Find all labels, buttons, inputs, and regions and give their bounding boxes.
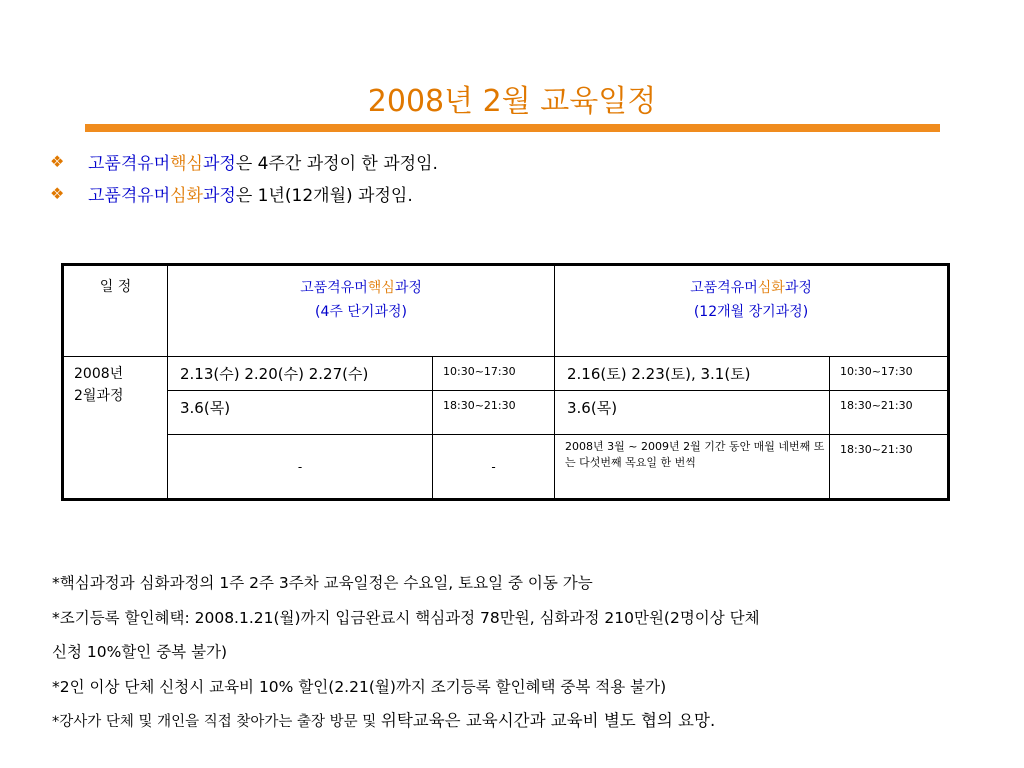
diamond-bullet-icon: ❖ [50, 183, 65, 203]
note-text: *강사가 단체 및 개인을 직접 찾아가는 출장 방문 및 [52, 714, 381, 730]
bullet-text: 은 4주간 과정이 한 과정임. [235, 153, 438, 174]
title-underline [85, 124, 940, 132]
course-name-suffix: 과정 [202, 185, 236, 206]
course-name-suffix: 과정 [202, 153, 236, 174]
note-item [52, 704, 760, 740]
course-name-suffix: 과정 [394, 280, 422, 296]
course-name-highlight: 핵심 [367, 280, 395, 296]
advanced-time: 18:30~21:30 [830, 435, 949, 500]
advanced-dates: 2008년 3월 ~ 2009년 2월 기간 동안 매월 네번째 또는 다섯번째 목요일 한 번씩 [555, 435, 830, 500]
table-header-row [63, 265, 949, 357]
note-item: *조기등록 할인혜택: 2008.1.21(월)까지 입금완료시 핵심과정 78만원, 심화과정 210만원(2명이상 단체 [52, 608, 760, 627]
advanced-dates: 3.6(목) [555, 390, 830, 435]
bullet-item-core [50, 145, 438, 177]
bullet-item-advanced [50, 177, 438, 209]
bullet-text: 은 1년(12개월) 과정임. [235, 185, 413, 206]
core-course-header [168, 265, 555, 357]
core-dates: 2.13(수) 2.20(수) 2.27(수) [168, 357, 433, 390]
course-duration: (4주 단기과정) [315, 304, 407, 320]
schedule-period-label: 2008년 2월과정 [63, 357, 168, 500]
note-item: *핵심과정과 심화과정의 1주 2주 3주차 교육일정은 수요일, 토요일 중 이동 가능 [52, 574, 593, 592]
bullet-list [50, 145, 438, 209]
core-time: - [433, 435, 555, 500]
advanced-course-header [555, 265, 949, 357]
page-title: 2008년 2월 교육일정 [367, 84, 657, 119]
core-time: 18:30~21:30 [433, 390, 555, 435]
core-time: 10:30~17:30 [433, 357, 555, 390]
course-name-highlight: 핵심 [170, 153, 203, 174]
note-item: 신청 10%할인 중복 불가) [52, 643, 228, 661]
advanced-dates: 2.16(토) 2.23(토), 3.1(토) [555, 357, 830, 390]
diamond-bullet-icon: ❖ [50, 151, 65, 171]
schedule-corner-label: 일 정 [63, 265, 168, 357]
advanced-time: 10:30~17:30 [830, 357, 949, 390]
course-name-prefix: 고품격유머 [88, 153, 171, 174]
note-text: 위탁교육은 교육시간과 교육비 별도 협의 요망. [380, 711, 716, 730]
course-name-prefix: 고품격유머 [88, 185, 171, 206]
advanced-time: 18:30~21:30 [830, 390, 949, 435]
course-name-prefix: 고품격유머 [690, 280, 758, 296]
notes-section [52, 566, 760, 740]
course-name-highlight: 심화 [170, 185, 203, 206]
course-name-highlight: 심화 [757, 280, 785, 296]
table-row [63, 357, 949, 390]
note-item: *2인 이상 단체 신청시 교육비 10% 할인(2.21(월)까지 조기등록 할인혜택 중복 적용 불가) [52, 677, 667, 696]
schedule-table [61, 263, 950, 501]
course-name-prefix: 고품격유머 [300, 280, 368, 296]
course-duration: (12개월 장기과정) [693, 304, 809, 320]
table-row [63, 390, 949, 435]
core-dates: - [168, 435, 433, 500]
core-dates: 3.6(목) [168, 390, 433, 435]
table-row [63, 435, 949, 500]
course-name-suffix: 과정 [784, 280, 812, 296]
